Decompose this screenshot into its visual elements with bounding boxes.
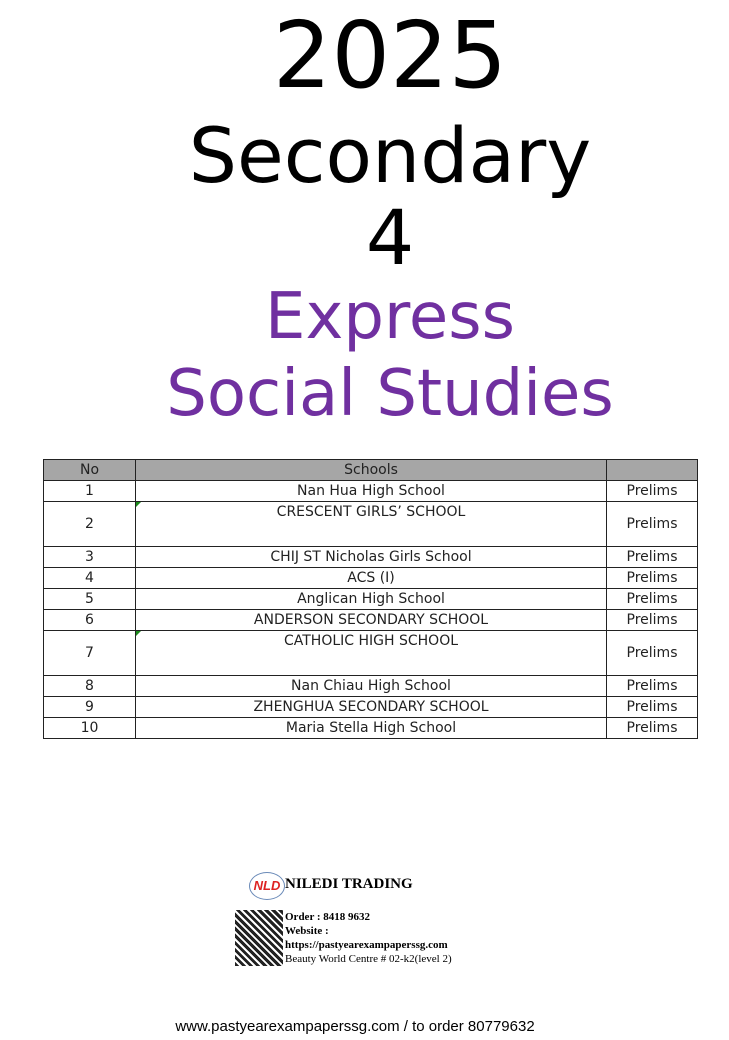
title-year: 2025 xyxy=(272,2,508,109)
cell-no: 1 xyxy=(44,481,136,502)
table-row xyxy=(44,697,698,718)
cell-type: Prelims xyxy=(607,589,698,610)
header-schools: Schools xyxy=(136,460,607,481)
cell-type: Prelims xyxy=(607,631,698,676)
title-grade: 4 xyxy=(365,193,415,282)
cell-type: Prelims xyxy=(607,568,698,589)
cell-school: ACS (I) xyxy=(136,568,607,589)
cell-no: 9 xyxy=(44,697,136,718)
cell-school: Nan Chiau High School xyxy=(136,676,607,697)
cell-no: 8 xyxy=(44,676,136,697)
cell-no: 3 xyxy=(44,547,136,568)
website-label: Website : xyxy=(285,925,329,937)
table-row xyxy=(44,718,698,739)
table-row xyxy=(44,610,698,631)
cell-type: Prelims xyxy=(607,502,698,547)
title-subject: Social Studies xyxy=(166,357,614,431)
table-row xyxy=(44,481,698,502)
table-row xyxy=(44,589,698,610)
cell-school: Maria Stella High School xyxy=(136,718,607,739)
table-row xyxy=(44,676,698,697)
cell-school: Nan Hua High School xyxy=(136,481,607,502)
cell-no: 2 xyxy=(44,502,136,547)
cell-type: Prelims xyxy=(607,718,698,739)
address: Beauty World Centre # 02-k2(level 2) xyxy=(285,953,452,965)
cell-no: 7 xyxy=(44,631,136,676)
cell-type: Prelims xyxy=(607,610,698,631)
cell-no: 5 xyxy=(44,589,136,610)
header-type xyxy=(607,460,698,481)
cell-school: ZHENGHUA SECONDARY SCHOOL xyxy=(136,697,607,718)
cell-no: 4 xyxy=(44,568,136,589)
cell-school: CRESCENT GIRLS’ SCHOOL xyxy=(136,502,607,547)
qr-code-icon xyxy=(235,910,283,966)
order-phone: Order : 8418 9632 xyxy=(285,911,371,923)
table-row xyxy=(44,568,698,589)
nld-mark: NLD xyxy=(249,872,285,900)
cell-school: CHIJ ST Nicholas Girls School xyxy=(136,547,607,568)
cell-school: ANDERSON SECONDARY SCHOOL xyxy=(136,610,607,631)
schools-table xyxy=(43,459,698,739)
title-level: Secondary xyxy=(188,111,592,200)
cell-type: Prelims xyxy=(607,547,698,568)
table-row xyxy=(44,502,698,547)
table-row xyxy=(44,547,698,568)
cell-no: 10 xyxy=(44,718,136,739)
cell-type: Prelims xyxy=(607,481,698,502)
cell-school: CATHOLIC HIGH SCHOOL xyxy=(136,631,607,676)
table-row xyxy=(44,631,698,676)
niledi-logo xyxy=(235,862,485,997)
title-stream: Express xyxy=(265,280,515,354)
cell-no: 6 xyxy=(44,610,136,631)
website-url: https://pastyearexampaperssg.com xyxy=(285,939,448,951)
brand-name: NILEDI TRADING xyxy=(285,876,413,892)
footer: www.pastyearexampaperssg.com / to order 80779632 xyxy=(175,1018,535,1035)
cell-type: Prelims xyxy=(607,697,698,718)
cell-school: Anglican High School xyxy=(136,589,607,610)
header-no: No xyxy=(44,460,136,481)
cell-type: Prelims xyxy=(607,676,698,697)
